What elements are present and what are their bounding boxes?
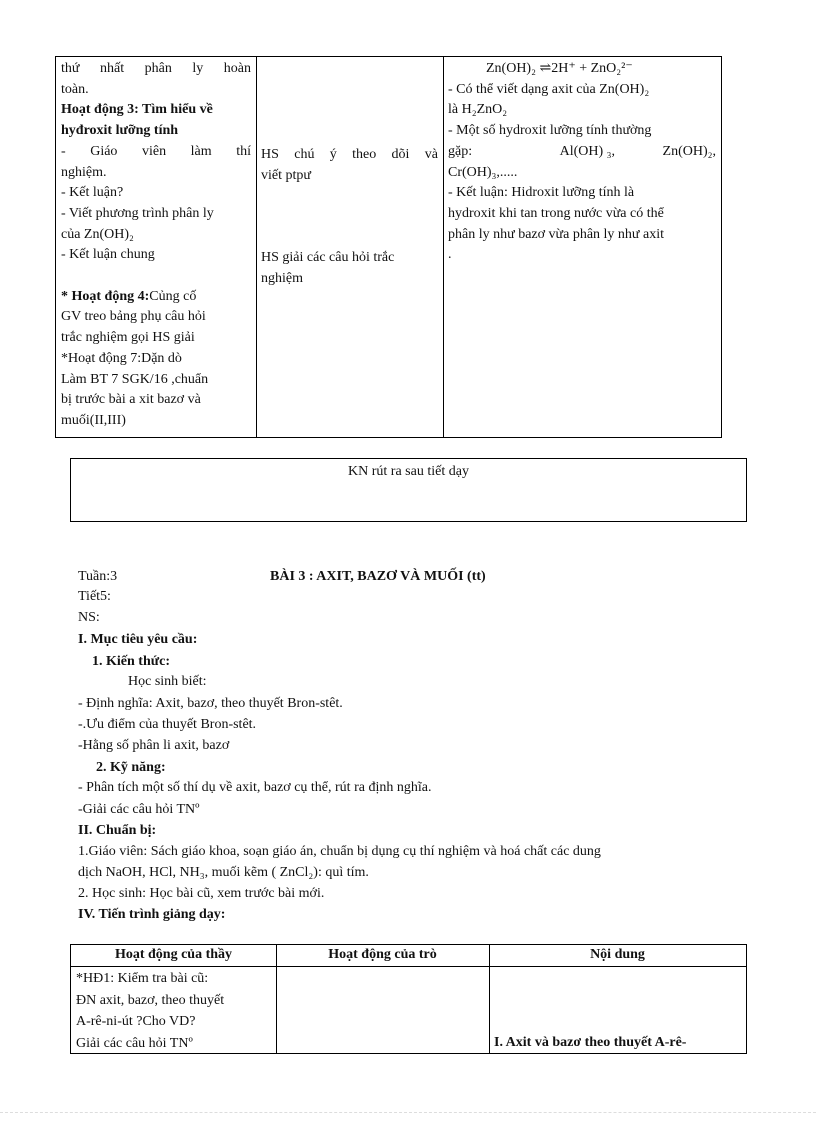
teacher-activity-column: [56, 57, 257, 437]
subsection-heading: 2. Kỹ năng:: [96, 760, 166, 775]
text-line: viết ptpư: [261, 167, 311, 183]
text-line: là H₂ZnO₂: [448, 102, 508, 118]
text-line: Học sinh biết:: [128, 674, 207, 689]
text-line: 2. Học sinh: Học bài cũ, xem trước bài mới.: [78, 886, 325, 901]
content-text: [494, 1033, 741, 1054]
text-line: toàn.: [61, 81, 89, 97]
teacher-activity-column: [71, 945, 277, 1053]
text-line: - Kết luận: Hidroxit lưỡng tính là: [448, 185, 635, 201]
ns-label: NS:: [78, 610, 100, 625]
lesson-notes-box: [70, 458, 747, 522]
content-text: [448, 59, 716, 266]
blank-line: [61, 266, 251, 287]
text-line: nghiệm: [261, 270, 303, 286]
text-line: ĐN axit, bazơ, theo thuyết: [76, 992, 225, 1008]
activity-heading: [61, 287, 251, 308]
text-line: - Một số hydroxit lưỡng tính thường: [448, 123, 652, 139]
text-segment: gặp:: [448, 143, 473, 159]
text-line: *Hoạt động 7:Dặn dò: [61, 350, 182, 366]
column-header: Hoạt động của trò: [328, 947, 437, 962]
content-column: [489, 945, 746, 1053]
section-heading: I. Mục tiêu yêu cầu:: [78, 632, 198, 647]
activity-table-bottom: [70, 944, 747, 1054]
text-line: HS chú ý theo dõi và: [261, 147, 438, 162]
week-label: Tuần:3: [78, 569, 118, 584]
text-line: nghiệm.: [61, 164, 107, 180]
column-header: Hoạt động của thầy: [114, 947, 233, 962]
text-line: HS giải các câu hỏi trắc: [261, 250, 395, 265]
text-line: muối(II,III): [61, 412, 126, 428]
text-line: trắc nghiệm gọi HS giải: [61, 330, 195, 346]
text-line: phân ly như bazơ vừa phân ly như axit: [448, 226, 665, 242]
text-line: thứ nhất phân ly hoàn: [61, 61, 251, 76]
student-activity-block: [261, 248, 438, 289]
text-line: 1.Giáo viên: Sách giáo khoa, soạn giáo án, chuẩn bị dụng cụ thí nghiệm và hoá chất các dung: [78, 844, 601, 859]
student-activity-block: [261, 145, 438, 186]
text-line: -.Ưu điểm của thuyết Bron-stêt.: [78, 717, 257, 732]
text-line: - Phân tích một số thí dụ về axit, bazơ cụ thể, rút ra định nghĩa.: [78, 780, 432, 795]
lesson-notes-title: KN rút ra sau tiết dạy: [348, 464, 469, 479]
section-heading: II. Chuẩn bị:: [78, 823, 157, 838]
text-line: -Hằng số phân li axit, bazơ: [78, 738, 230, 753]
text-line: A-rê-ni-út ?Cho VD?: [76, 1014, 196, 1029]
page-break-divider: [0, 1112, 816, 1113]
text-line: - Có thể viết dạng axit của Zn(OH)₂: [448, 81, 650, 97]
text-line: - Kết luận?: [61, 185, 124, 201]
text-line: dịch NaOH, HCl, NH₃, muối kẽm ( ZnCl₂): quì tím.: [78, 865, 369, 880]
text-segment: Al(OH) ₃,: [559, 143, 616, 159]
text-line: Cr(OH)₃,.....: [448, 164, 518, 180]
text-line: -Giải các câu hỏi TNº: [78, 802, 200, 817]
text-line: [448, 142, 716, 163]
lesson-title: BÀI 3 : AXIT, BAZƠ VÀ MUỐI (tt): [270, 569, 486, 584]
content-heading: I. Axit và bazơ theo thuyết A-rê-: [494, 1035, 687, 1050]
text-line: Làm BT 7 SGK/16 ,chuẩn: [61, 371, 209, 387]
text-line: hydroxit khi tan trong nước vừa có thể: [448, 205, 664, 221]
section-heading: IV. Tiến trình giảng dạy:: [78, 907, 226, 922]
teacher-activity-text: [61, 59, 251, 432]
activity-heading: hyđroxit lưỡng tính: [61, 123, 179, 139]
text-line: - Kết luận chung: [61, 247, 155, 263]
text-line: .: [448, 247, 452, 263]
activity-table-top: [55, 56, 722, 438]
activity-topic: Củng cố: [149, 288, 197, 304]
text-line: Giải các câu hỏi TNº: [76, 1035, 193, 1051]
subsection-heading: 1. Kiến thức:: [92, 654, 171, 669]
text-line: của Zn(OH)₂: [61, 226, 134, 242]
text-line: bị trước bài a xit bazơ và: [61, 392, 201, 408]
equation: Zn(OH)₂ ⇌2H⁺ + ZnO₂²⁻: [486, 61, 633, 76]
activity-heading: Hoạt động 3: Tìm hiểu về: [61, 102, 213, 118]
teacher-activity-text: [76, 968, 271, 1054]
column-header: Nội dung: [590, 947, 645, 962]
text-segment: Zn(OH)₂,: [662, 143, 716, 159]
content-column: [443, 57, 721, 437]
text-line: GV treo bảng phụ câu hỏi: [61, 309, 206, 325]
text-line: - Viết phương trình phân ly: [61, 205, 214, 221]
period-label: Tiết5:: [78, 589, 111, 604]
student-activity-column: [276, 945, 490, 1053]
text-line: *HĐ1: Kiểm tra bài cũ:: [76, 971, 209, 986]
text-line: - Giáo viên làm thí: [61, 143, 251, 159]
text-line: - Định nghĩa: Axit, bazơ, theo thuyết Bron-stêt.: [78, 696, 343, 711]
activity-label: * Hoạt động 4:: [61, 288, 150, 304]
student-activity-column: [256, 57, 444, 437]
